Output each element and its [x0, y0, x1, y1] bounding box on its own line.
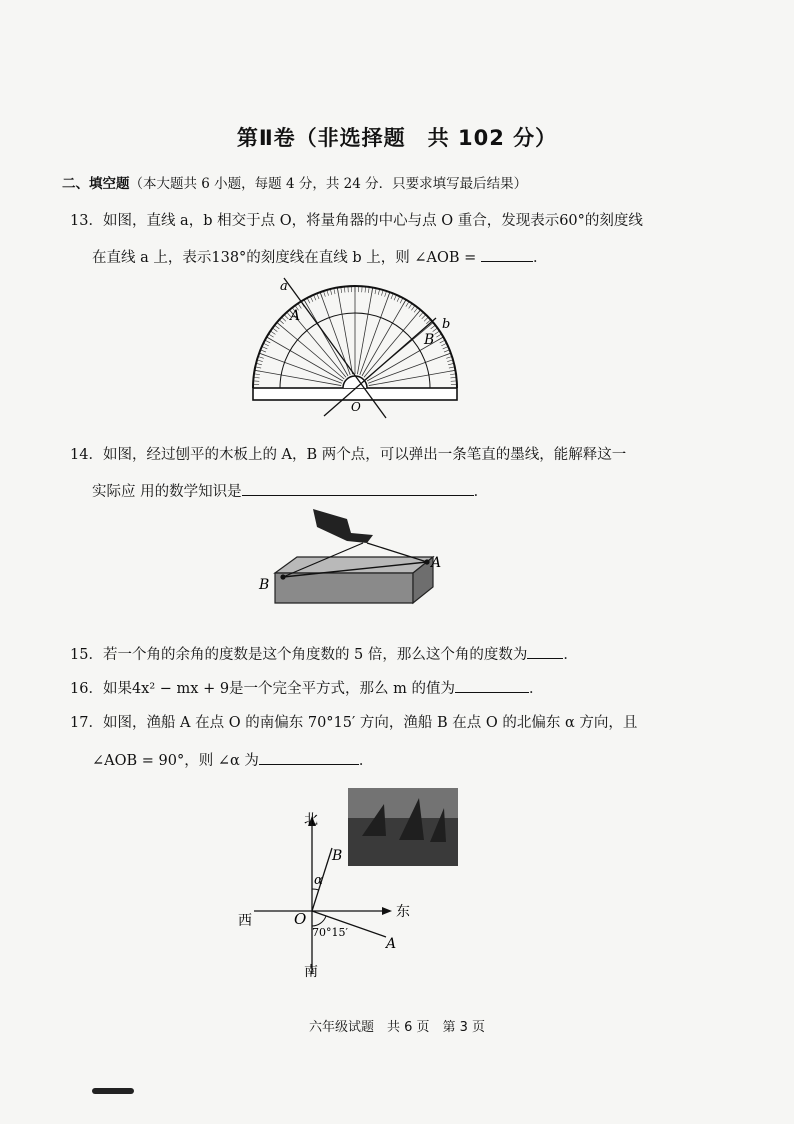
q14-text: 实际应 用的数学知识是 — [92, 484, 242, 500]
protractor-svg — [240, 276, 470, 424]
protractor-base — [253, 388, 457, 400]
q13-line1: 13．如图，直线 a，b 相交于点 O，将量角器的中心与点 O 重合，发现表示60°的刻度线 — [70, 213, 643, 229]
label-B: B — [332, 848, 343, 864]
north-label: 北 — [304, 812, 318, 828]
board-svg — [255, 505, 455, 625]
east-arrow-icon — [382, 907, 392, 915]
label-A: A — [431, 555, 442, 571]
line-b — [324, 318, 436, 416]
east-label: 东 — [396, 904, 410, 920]
q14-board-figure — [255, 505, 455, 629]
label-O: O — [351, 400, 361, 414]
q14-line1: 14．如图，经过刨平的木板上的 A，B 两个点，可以弹出一条笔直的墨线，能解释这一 — [70, 447, 627, 463]
q16-line — [70, 677, 544, 698]
west-label: 西 — [238, 913, 252, 929]
point-A — [424, 559, 429, 564]
angle-arc — [312, 916, 326, 926]
section-heading — [62, 172, 527, 192]
section-name: 二、填空题 — [62, 176, 130, 192]
q15-line — [70, 643, 578, 664]
scan-mark — [92, 1088, 134, 1094]
label-B: B — [424, 332, 435, 348]
q15-text: 15．若一个角的余角的度数是这个角度数的 5 倍，那么这个角的度数为 — [70, 647, 528, 663]
q14-line2 — [92, 480, 488, 501]
alpha-arc — [312, 889, 319, 890]
q15-answer-blank[interactable] — [527, 644, 563, 659]
q14-end: ． — [473, 484, 489, 500]
point-B — [280, 574, 285, 579]
hand-icon — [313, 509, 373, 543]
paper-title: 第Ⅱ卷（非选择题 共 102 分） — [236, 126, 558, 150]
page-footer: 六年级试题 共 6 页 第 3 页 — [308, 1020, 486, 1035]
q17-line2 — [92, 749, 373, 770]
angle-70-15-label: 70°15′ — [312, 926, 348, 939]
boat-photo-sky — [348, 788, 458, 818]
label-A: A — [386, 936, 397, 952]
label-alpha: α — [314, 873, 323, 888]
label-a: a — [280, 279, 288, 294]
q16-text: 16．如果4x² − mx + 9是一个完全平方式，那么 m 的值为 — [70, 681, 456, 697]
q13-end: ． — [532, 250, 548, 266]
label-b: b — [442, 317, 451, 332]
board-front — [275, 573, 413, 603]
q17-line1: 17．如图，渔船 A 在点 O 的南偏东 70°15′ 方向，渔船 B 在点 O 的北偏东 α 方向，且 — [70, 715, 638, 731]
q17-answer-blank[interactable] — [259, 750, 359, 765]
q15-end: ． — [563, 647, 578, 663]
q13-text: 在直线 a 上，表示138°的刻度线在直线 b 上，则 ∠AOB = — [92, 250, 477, 266]
label-B: B — [259, 577, 270, 593]
label-A: A — [290, 308, 301, 324]
section-note: （本大题共 6 小题，每题 4 分，共 24 分．只要求填写最后结果） — [129, 176, 528, 192]
q13-answer-blank[interactable] — [481, 247, 533, 262]
south-label: 南 — [304, 964, 318, 980]
q17-compass-figure — [234, 784, 464, 988]
compass-svg — [234, 784, 464, 984]
q14-answer-blank[interactable] — [242, 481, 474, 496]
label-O: O — [294, 910, 307, 928]
q16-end: ． — [529, 681, 544, 697]
q16-answer-blank[interactable] — [455, 678, 529, 693]
q17-text: ∠AOB = 90°，则 ∠α 为 — [92, 753, 259, 769]
q17-end: ． — [358, 753, 374, 769]
q13-protractor-figure — [240, 276, 470, 428]
q13-line2 — [92, 246, 547, 267]
